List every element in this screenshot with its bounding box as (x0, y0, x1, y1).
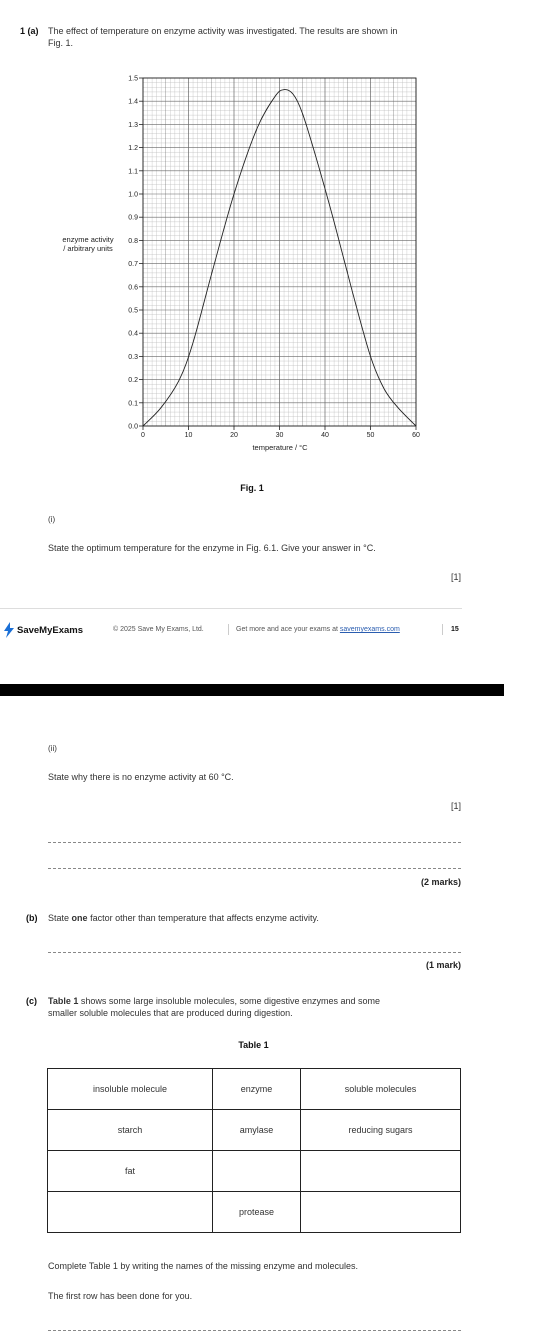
y-tick-label: 0.0 (128, 423, 138, 431)
part-c-table-ref: Table 1 (48, 996, 79, 1006)
footer-copyright: © 2025 Save My Exams, Ltd. (113, 626, 204, 633)
footer-cta (236, 626, 400, 633)
brand-name: SaveMyExams (17, 624, 84, 636)
page-number: 15 (451, 626, 459, 633)
part-b-question-pre: State (48, 913, 70, 923)
answer-line[interactable] (48, 842, 461, 843)
y-tick-label: 1.5 (128, 75, 138, 83)
answer-line[interactable] (48, 868, 461, 869)
y-tick-labels (128, 76, 143, 431)
right-margin (504, 0, 536, 1339)
y-tick-label: 0.5 (128, 307, 138, 315)
part-c-instruction-2: The first row has been done for you. (48, 1291, 193, 1301)
table-title: Table 1 (238, 1040, 269, 1050)
y-tick-label: 1.1 (128, 168, 138, 176)
y-tick-label: 0.4 (128, 330, 138, 338)
x-tick-label: 0 (141, 432, 145, 439)
y-tick-label: 0.9 (128, 214, 138, 222)
x-tick-label: 20 (230, 432, 238, 439)
x-axis-label: temperature / °C (252, 443, 308, 452)
footer-separator (228, 624, 229, 635)
part-c-instruction-1: Complete Table 1 by writing the names of the missing enzyme and molecules. (48, 1261, 358, 1271)
table-cell: protease (212, 1191, 301, 1233)
part-ii-marks: [1] (450, 801, 461, 811)
part-b-question (48, 913, 319, 924)
footer-cta-text: Get more and ace your exams at (236, 626, 338, 633)
part-i-marks: [1] (450, 572, 461, 582)
table-header-enzyme: enzyme (212, 1068, 301, 1110)
intro-line-2: Fig. 1. (48, 38, 74, 48)
part-b-question-bold: one (71, 913, 88, 923)
y-tick-label: 1.4 (128, 98, 138, 106)
intro-line-1: The effect of temperature on enzyme activity was investigated. The results are shown in (48, 26, 398, 36)
part-i-question: State the optimum temperature for the enzyme in Fig. 6.1. Give your answer in °C. (48, 543, 376, 553)
x-tick-label: 40 (321, 432, 329, 439)
part-c-label: (c) (26, 996, 37, 1006)
y-tick-label: 0.6 (128, 284, 138, 292)
x-tick-label: 50 (366, 432, 375, 439)
part-b-total-marks: (1 mark) (425, 960, 461, 970)
y-tick-label: 0.7 (128, 261, 138, 269)
table-cell-answer[interactable] (47, 1191, 213, 1233)
part-b-question-post: factor other than temperature that affects enzyme activity. (90, 913, 319, 923)
part-c-line2: smaller soluble molecules that are produced during digestion. (48, 1008, 293, 1018)
y-tick-label: 0.8 (128, 237, 138, 245)
y-tick-label: 1.2 (128, 145, 138, 153)
y-tick-label: 0.2 (128, 377, 138, 385)
table-cell-answer[interactable] (300, 1191, 461, 1233)
part-ii-question: State why there is no enzyme activity at 60 °C. (48, 772, 234, 782)
table-cell-answer[interactable] (212, 1150, 301, 1192)
table-cell-answer[interactable] (300, 1150, 461, 1192)
y-tick-label: 0.1 (128, 400, 138, 408)
part-i-label: (i) (48, 515, 56, 524)
y-tick-label: 1.3 (128, 121, 138, 129)
y-tick-label: 1.0 (128, 191, 138, 199)
table-cell: amylase (212, 1109, 301, 1151)
answer-line[interactable] (48, 952, 461, 953)
part-c-line1-rest: shows some large insoluble molecules, some digestive enzymes and some (80, 996, 381, 1006)
answer-line[interactable] (48, 1330, 461, 1331)
footer-separator-2 (442, 624, 443, 635)
footer-link[interactable]: savemyexams.com (339, 626, 400, 633)
question-number: 1 (a) (20, 26, 39, 36)
enzyme-activity-chart (0, 70, 536, 465)
x-tick-label: 60 (412, 432, 420, 439)
x-tick-label: 10 (184, 432, 193, 439)
y-axis-label-line2: / arbitrary units (63, 244, 113, 253)
page-break-band (0, 684, 504, 696)
part-a-total-marks: (2 marks) (420, 877, 461, 887)
part-ii-label: (ii) (48, 744, 57, 753)
footer-divider (0, 608, 462, 609)
table-cell: fat (47, 1150, 213, 1192)
part-b-label: (b) (26, 913, 38, 923)
lightning-icon (3, 622, 15, 638)
table-header-insoluble: insoluble molecule (47, 1068, 213, 1110)
y-tick-label: 0.3 (128, 353, 138, 361)
brand-logo[interactable] (3, 622, 83, 638)
part-c-line1 (48, 996, 380, 1007)
table-cell: starch (47, 1109, 213, 1151)
y-axis-label-line1: enzyme activity (62, 235, 114, 244)
figure-caption: Fig. 1 (240, 483, 264, 493)
table-header-soluble: soluble molecules (300, 1068, 461, 1110)
x-tick-label: 30 (275, 432, 284, 439)
x-tick-labels (141, 426, 420, 439)
table-cell: reducing sugars (300, 1109, 461, 1151)
